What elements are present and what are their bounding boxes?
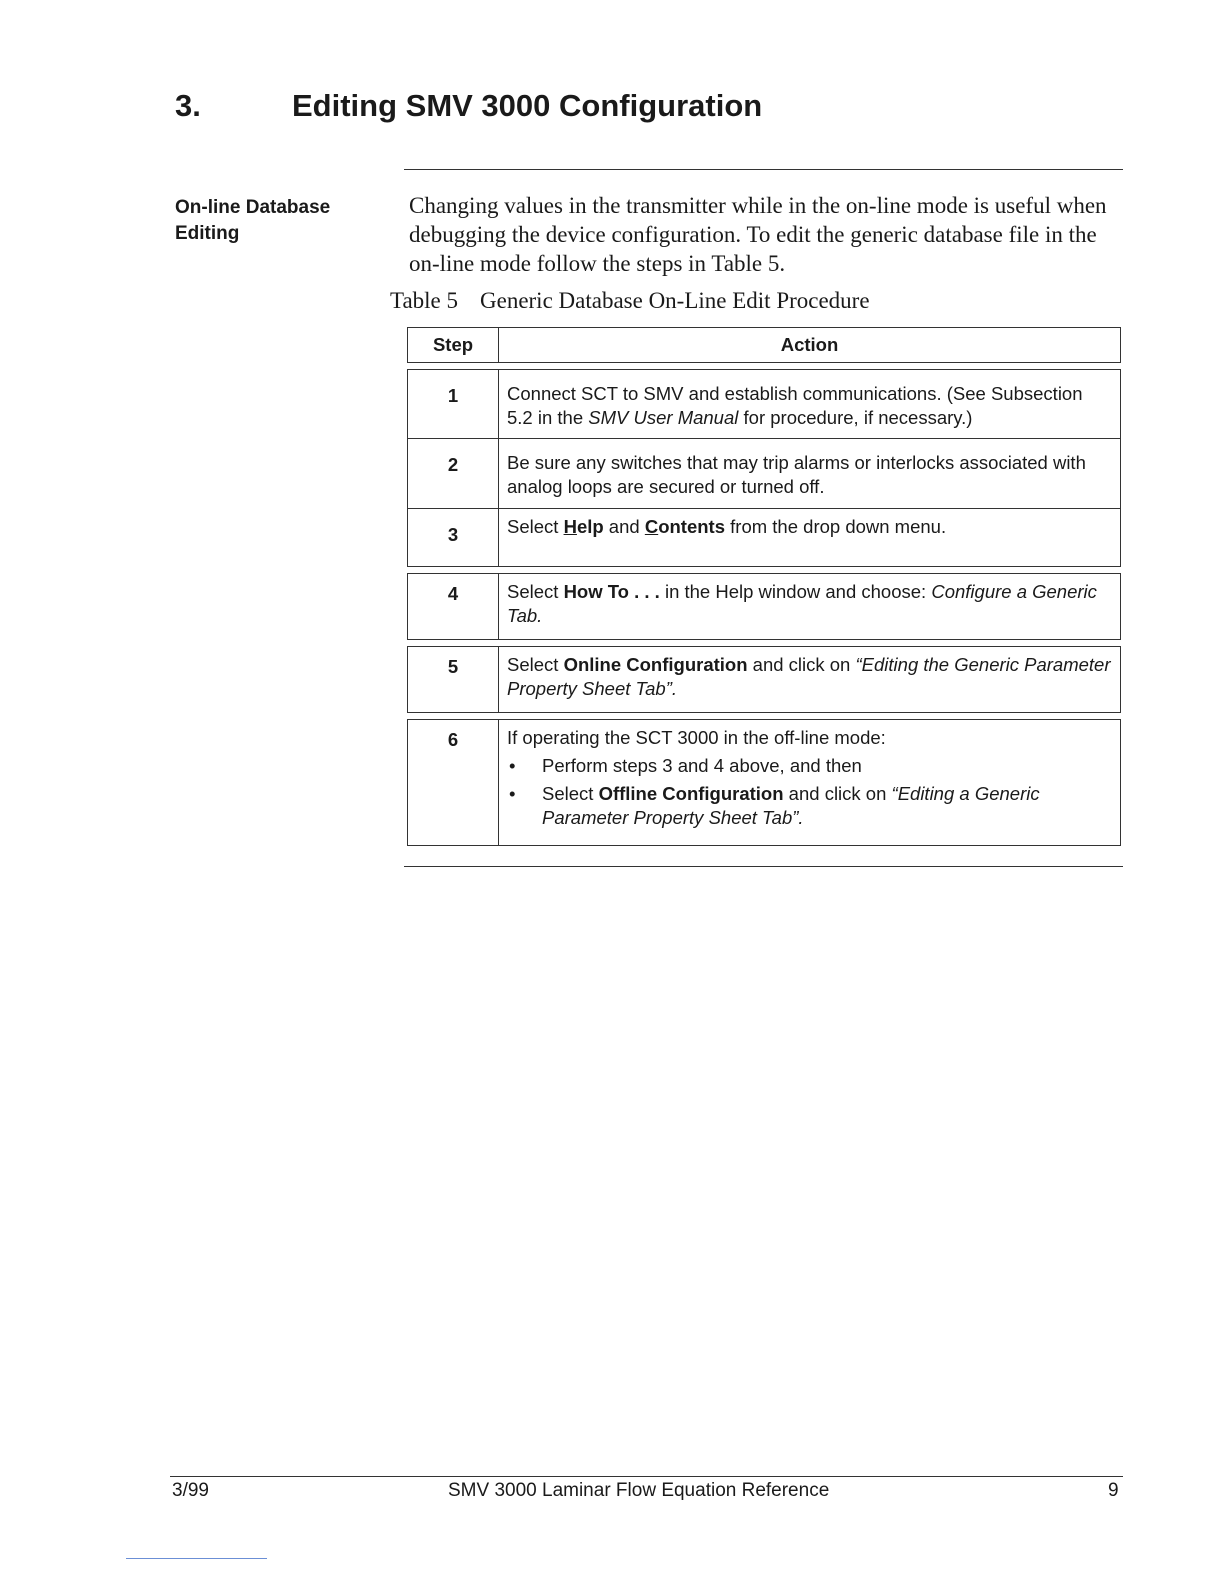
- header-action: Action: [499, 328, 1121, 363]
- table-row: [408, 439, 1121, 509]
- step-number: 1: [408, 370, 499, 439]
- how-to-label: How To . . .: [563, 581, 660, 602]
- link-underline[interactable]: [126, 1558, 267, 1559]
- step-action: [499, 509, 1121, 567]
- intro-paragraph: Changing values in the transmitter while in the on-line mode is useful when debugging the device configuration. To edit the generic database file in the on-line mode follow the steps in Table 5.: [409, 193, 1107, 276]
- action-text: for procedure, if necessary.): [738, 407, 973, 428]
- table-row: [408, 370, 1121, 439]
- sidebar-heading-line2: Editing: [175, 223, 240, 244]
- table-row: [408, 509, 1121, 567]
- manual-reference: SMV User Manual: [588, 407, 739, 428]
- sidebar-heading-line1: On-line Database: [175, 197, 331, 218]
- help-hotkey: H: [563, 516, 577, 537]
- list-item: [507, 754, 1112, 778]
- help-topic: “Editing the Generic Parameter Property Sheet Tab”.: [507, 654, 1111, 699]
- action-text: If operating the SCT 3000 in the off-line mode:: [507, 727, 886, 748]
- bullet-text: Select: [542, 783, 599, 804]
- action-text: and: [603, 516, 645, 537]
- help-rest: elp: [576, 516, 604, 537]
- section-title: Editing SMV 3000 Configuration: [292, 88, 763, 123]
- table-header-row: [408, 328, 1121, 363]
- help-menu-label: [564, 516, 604, 537]
- help-topic: “Editing a Generic Parameter Property Sheet Tab”.: [542, 783, 1040, 828]
- footer-rule: [170, 1476, 1123, 1477]
- action-text: in the Help window and choose:: [659, 581, 932, 602]
- contents-hotkey: C: [644, 516, 659, 537]
- contents-rest: ontents: [658, 516, 726, 537]
- table-row: [408, 720, 1121, 846]
- step-action: [499, 647, 1121, 713]
- step-action: [499, 439, 1121, 509]
- step-number: 4: [408, 574, 499, 640]
- step-number: 6: [408, 720, 499, 846]
- step-number: 3: [408, 509, 499, 567]
- action-text: Select: [507, 581, 564, 602]
- header-step: Step: [408, 328, 499, 363]
- table-caption: [390, 288, 870, 314]
- header-rule: [404, 169, 1123, 170]
- page-number: 9: [1108, 1480, 1119, 1501]
- bullet-text: Perform steps 3 and 4 above, and then: [542, 755, 862, 776]
- step-action: [499, 720, 1121, 846]
- bullet-list: [507, 754, 1112, 830]
- step-number: 5: [408, 647, 499, 713]
- section-number: 3.: [175, 88, 201, 123]
- sidebar-heading: [175, 195, 385, 247]
- action-text: Be sure any switches that may trip alarms or interlocks associated with analog loops are secured or turned off.: [507, 452, 1086, 497]
- step-number: 2: [408, 439, 499, 509]
- step-action: [499, 370, 1121, 439]
- bullet-icon: •: [509, 783, 516, 804]
- action-text: from the drop down menu.: [725, 516, 947, 537]
- procedure-table: [407, 327, 1121, 846]
- bullet-icon: •: [509, 755, 516, 776]
- action-text: and click on: [747, 654, 856, 675]
- table-caption-title: Generic Database On-Line Edit Procedure: [480, 288, 870, 313]
- action-text: Select: [507, 654, 564, 675]
- offline-config-label: Offline Configuration: [598, 783, 784, 804]
- table-caption-label: Table 5: [390, 288, 459, 313]
- action-text: Select: [507, 516, 564, 537]
- step-action: [499, 574, 1121, 640]
- list-item: [507, 782, 1112, 830]
- action-text: Connect SCT to SMV and establish communications. (See Subsection 5.2 in the: [507, 383, 1083, 428]
- footer-title: SMV 3000 Laminar Flow Equation Reference: [448, 1480, 830, 1501]
- footer-date: 3/99: [172, 1480, 209, 1501]
- table-row: [408, 574, 1121, 640]
- contents-menu-label: [645, 516, 725, 537]
- help-topic: Configure a Generic Tab.: [507, 581, 1097, 626]
- online-config-label: Online Configuration: [563, 654, 748, 675]
- bullet-text: and click on: [783, 783, 892, 804]
- table-end-rule: [404, 866, 1123, 867]
- table-row: [408, 647, 1121, 713]
